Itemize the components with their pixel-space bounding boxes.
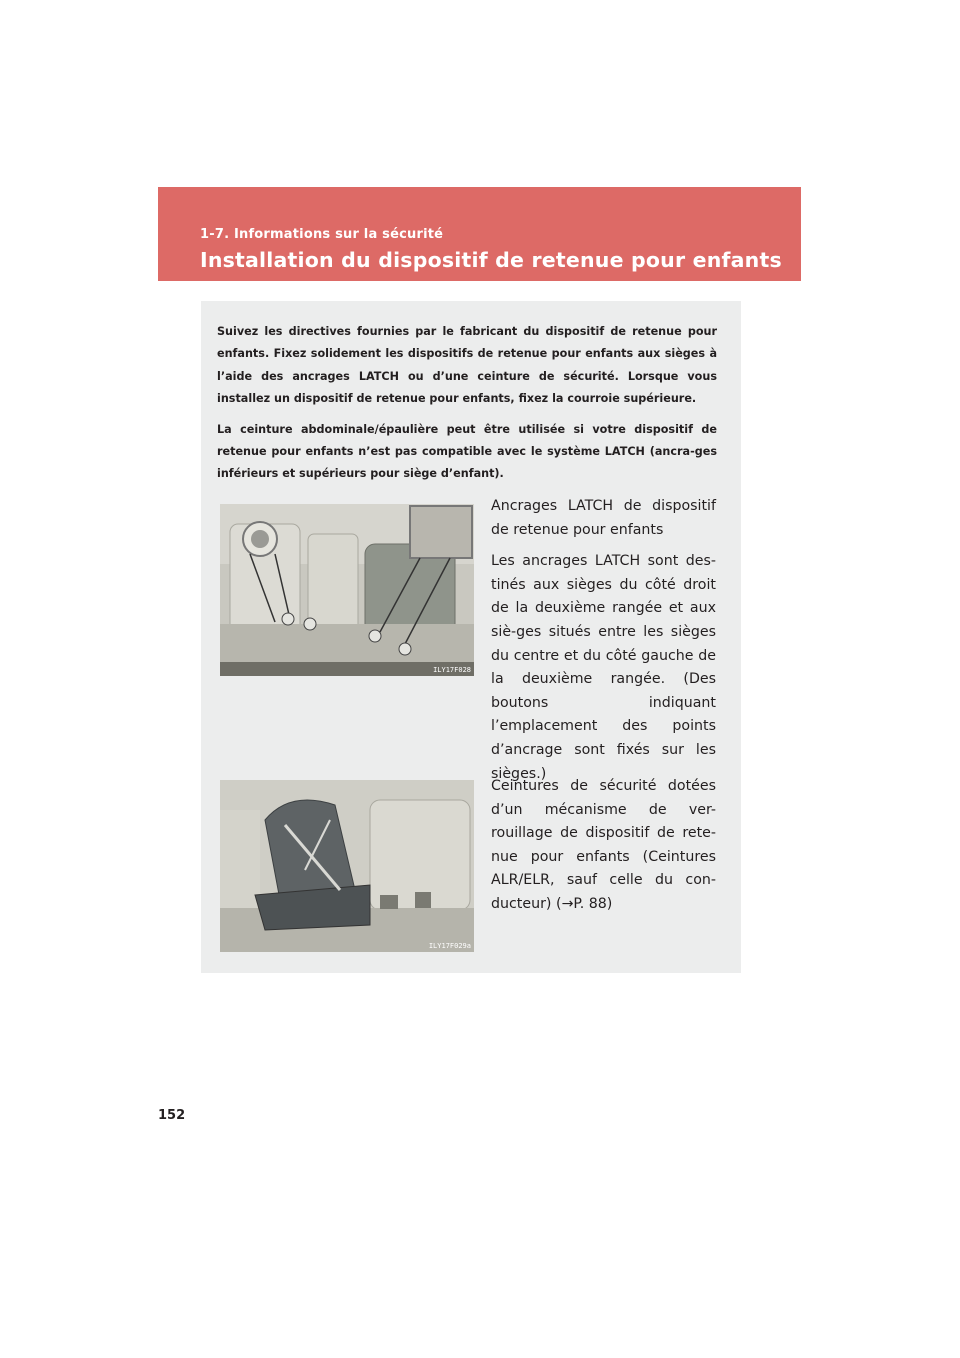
section-label: 1-7. Informations sur la sécurité bbox=[200, 227, 444, 242]
page-number: 152 bbox=[158, 1108, 186, 1123]
content-panel bbox=[201, 301, 741, 973]
latch-anchors-heading: Ancrages LATCH de dispositif de retenue pour enfants bbox=[491, 498, 716, 538]
latch-seat-drawing bbox=[220, 504, 474, 676]
seatbelt-lock-illustration bbox=[220, 780, 474, 952]
chapter-header bbox=[158, 187, 801, 281]
seatbelt-seat-drawing bbox=[220, 780, 474, 952]
latch-anchors-illustration bbox=[220, 504, 474, 676]
intro-text bbox=[217, 321, 717, 494]
image-code: ILY17F029a bbox=[428, 942, 471, 950]
page-title: Installation du dispositif de retenue pour enfants bbox=[200, 248, 782, 272]
latch-anchors-body: Les ancrages LATCH sont des-tinés aux sièges du côté droit de la deuxième rangée et aux siè-ges situés entre les sièges du centre et du côté gauche de la deuxième rangée. (Des boutons indiquant l’emplacement des points d’ancrage sont fixés sur les sièges.) bbox=[491, 553, 716, 782]
seatbelt-lock-heading: Ceintures de sécurité dotées d’un mécanisme de ver-rouillage de dispositif de rete-nue pour enfants (Ceintures ALR/ELR, sauf celle du con-ducteur) (→P. 88) bbox=[491, 778, 716, 912]
intro-paragraph-2: La ceinture abdominale/épaulière peut être utilisée si votre dispositif de retenue pour enfants n’est pas compatible avec le système LATCH (ancra-ges inférieurs et supérieurs pour siège d’enfant). bbox=[217, 422, 717, 481]
seatbelt-lock-text bbox=[491, 775, 716, 925]
latch-anchors-text bbox=[491, 495, 716, 794]
intro-paragraph-1: Suivez les directives fournies par le fabricant du dispositif de retenue pour enfants. Fixez solidement les dispositifs de retenue pour enfants aux sièges à l’aide des ancrages LATCH ou d’une ceinture de sécurité. Lorsque vous installez un dispositif de retenue pour enfants, fixez la courroie supérieure. bbox=[217, 325, 717, 406]
image-code: ILY17F028 bbox=[433, 666, 471, 674]
